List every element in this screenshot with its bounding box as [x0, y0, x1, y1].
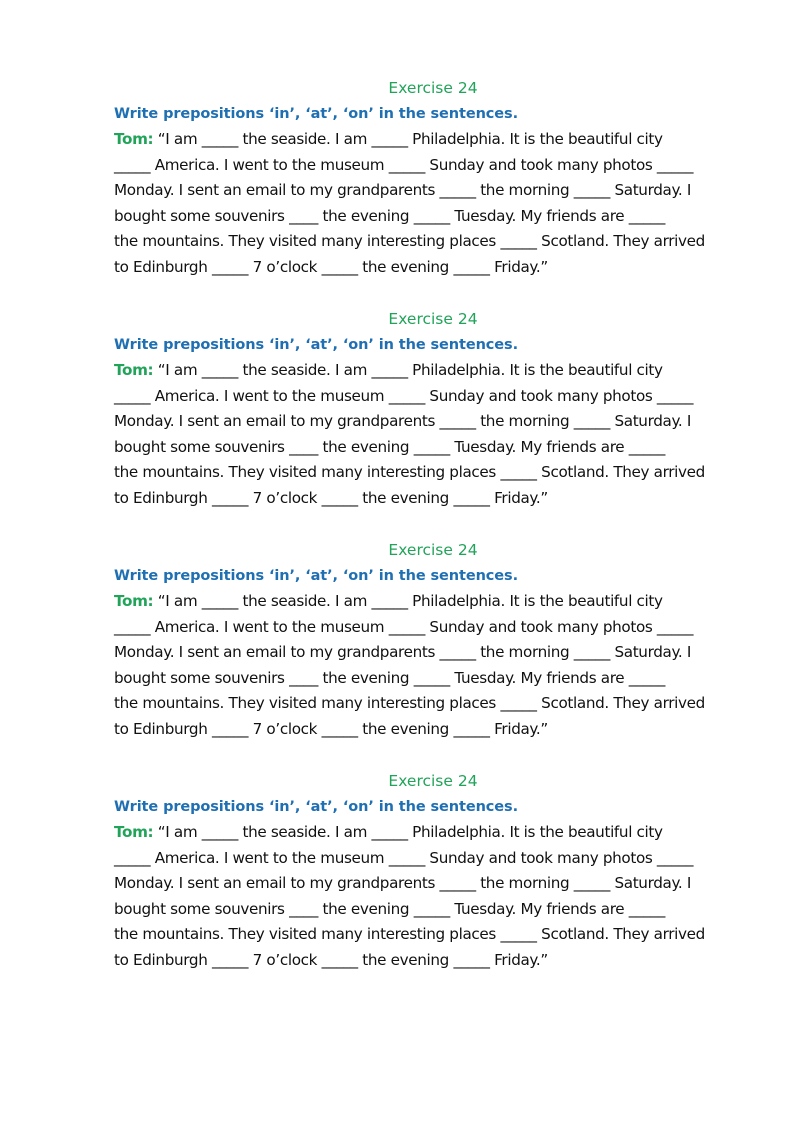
exercise-line: the mountains. They visited many interesting places _____ Scotland. They arrived [114, 463, 705, 482]
exercise-instruction: Write prepositions ‘in’, ‘at’, ‘on’ in the sentences. [114, 799, 518, 815]
exercise-line: bought some souvenirs ____ the evening _____ Tuesday. My friends are _____ [114, 899, 665, 918]
exercise-line: _____ America. I went to the museum _____ Sunday and took many photos _____ [114, 848, 694, 867]
exercise-line: _____ America. I went to the museum _____ Sunday and took many photos _____ [114, 617, 694, 636]
exercise-line: to Edinburgh _____ 7 o’clock _____ the evening _____ Friday.” [114, 257, 548, 276]
exercise-line: bought some souvenirs ____ the evening _____ Tuesday. My friends are _____ [114, 668, 665, 687]
exercise-line: Monday. I sent an email to my grandparents _____ the morning _____ Saturday. I [114, 412, 692, 431]
exercise-line: the mountains. They visited many interesting places _____ Scotland. They arrived [114, 694, 705, 713]
exercise-block-3 [114, 538, 744, 743]
exercise-line: _____ America. I went to the museum _____ Sunday and took many photos _____ [114, 386, 694, 405]
exercise-line: the mountains. They visited many interesting places _____ Scotland. They arrived [114, 925, 705, 944]
line-text: “I am _____ the seaside. I am _____ Philadelphia. It is the beautiful city [157, 361, 663, 379]
line-text: “I am _____ the seaside. I am _____ Philadelphia. It is the beautiful city [157, 592, 663, 610]
exercise-instruction: Write prepositions ‘in’, ‘at’, ‘on’ in the sentences. [114, 337, 518, 353]
exercise-line: to Edinburgh _____ 7 o’clock _____ the evening _____ Friday.” [114, 488, 548, 507]
exercise-block-2 [114, 307, 744, 512]
exercise-line: Monday. I sent an email to my grandparents _____ the morning _____ Saturday. I [114, 643, 692, 662]
exercise-line: _____ America. I went to the museum _____ Sunday and took many photos _____ [114, 155, 694, 174]
exercise-instruction: Write prepositions ‘in’, ‘at’, ‘on’ in the sentences. [114, 568, 518, 584]
exercise-line: Monday. I sent an email to my grandparents _____ the morning _____ Saturday. I [114, 874, 692, 893]
exercise-instruction: Write prepositions ‘in’, ‘at’, ‘on’ in the sentences. [114, 106, 518, 122]
speaker-label: Tom: [114, 130, 154, 148]
exercise-line: to Edinburgh _____ 7 o’clock _____ the evening _____ Friday.” [114, 950, 548, 969]
exercise-line: the mountains. They visited many interesting places _____ Scotland. They arrived [114, 232, 705, 251]
exercise-block-1 [114, 76, 744, 281]
exercise-line: bought some souvenirs ____ the evening _____ Tuesday. My friends are _____ [114, 206, 665, 225]
exercise-title: Exercise 24 [388, 310, 478, 328]
line-text: “I am _____ the seaside. I am _____ Philadelphia. It is the beautiful city [157, 823, 663, 841]
exercise-line [114, 127, 744, 153]
speaker-label: Tom: [114, 592, 154, 610]
exercise-block-4 [114, 769, 744, 974]
exercise-title: Exercise 24 [388, 79, 478, 97]
exercise-line [114, 589, 744, 615]
exercise-title: Exercise 24 [388, 772, 478, 790]
exercise-line: to Edinburgh _____ 7 o’clock _____ the evening _____ Friday.” [114, 719, 548, 738]
exercise-line: Monday. I sent an email to my grandparents _____ the morning _____ Saturday. I [114, 181, 692, 200]
exercise-line [114, 358, 744, 384]
exercise-line [114, 820, 744, 846]
speaker-label: Tom: [114, 823, 154, 841]
exercise-line: bought some souvenirs ____ the evening _____ Tuesday. My friends are _____ [114, 437, 665, 456]
exercise-title: Exercise 24 [388, 541, 478, 559]
line-text: “I am _____ the seaside. I am _____ Philadelphia. It is the beautiful city [157, 130, 663, 148]
speaker-label: Tom: [114, 361, 154, 379]
